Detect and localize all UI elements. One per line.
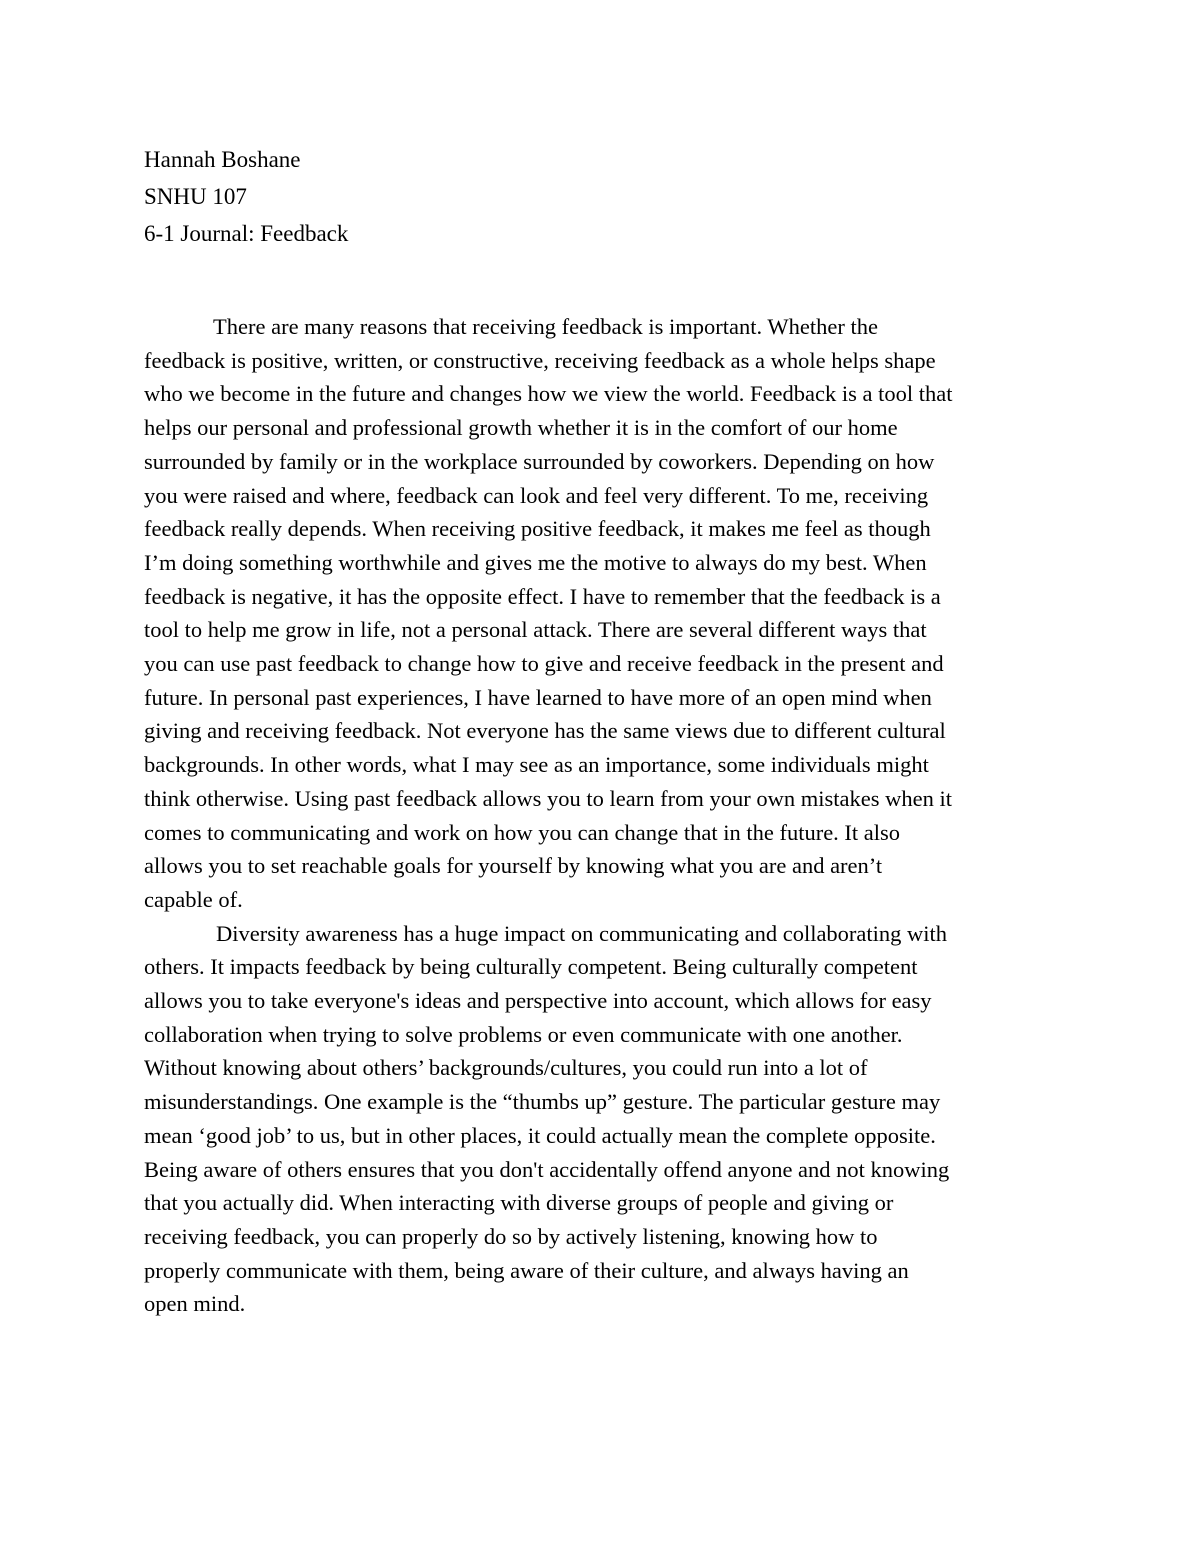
paragraph-line: allows you to set reachable goals for yourself by knowing what you are and aren’t — [144, 853, 883, 879]
document-header — [144, 141, 1064, 252]
paragraph-line: feedback is positive, written, or constructive, receiving feedback as a whole helps shape — [144, 347, 936, 373]
paragraph-line: Being aware of others ensures that you don't accidentally offend anyone and not knowing — [144, 1156, 950, 1182]
paragraph-line: feedback is negative, it has the opposite effect. I have to remember that the feedback is a — [144, 583, 941, 609]
paragraph-line: helps our personal and professional growth whether it is in the comfort of our home — [144, 415, 898, 441]
paragraph-line: tool to help me grow in life, not a personal attack. There are several different ways that — [144, 617, 927, 643]
document-body — [144, 310, 1060, 1321]
paragraph-line: future. In personal past experiences, I have learned to have more of an open mind when — [144, 684, 932, 710]
paragraph-line: you were raised and where, feedback can look and feel very different. To me, receiving — [144, 482, 929, 508]
paragraph-line: misunderstandings. One example is the “thumbs up” gesture. The particular gesture may — [144, 1089, 941, 1115]
paragraph-line: that you actually did. When interacting with diverse groups of people and giving or — [144, 1190, 894, 1216]
paragraph-line: mean ‘good job’ to us, but in other places, it could actually mean the complete opposite. — [144, 1122, 936, 1148]
paragraph-line: I’m doing something worthwhile and gives me the motive to always do my best. When — [144, 549, 927, 575]
paragraph-line: open mind. — [144, 1291, 246, 1317]
paragraph-line: surrounded by family or in the workplace surrounded by coworkers. Depending on how — [144, 448, 935, 474]
paragraph-line: you can use past feedback to change how to give and receive feedback in the present and — [144, 651, 944, 677]
course-code: SNHU 107 — [144, 184, 247, 209]
paragraph-line: There are many reasons that receiving feedback is important. Whether the — [213, 314, 878, 339]
paragraph-line: capable of. — [144, 886, 243, 912]
paragraph-line: comes to communicating and work on how you can change that in the future. It also — [144, 819, 901, 845]
paragraph-line: properly communicate with them, being aware of their culture, and always having an — [144, 1257, 909, 1283]
paragraph-line: allows you to take everyone's ideas and perspective into account, which allows for easy — [144, 988, 932, 1014]
assignment-title: 6-1 Journal: Feedback — [144, 221, 349, 246]
paragraph-line: backgrounds. In other words, what I may see as an importance, some individuals might — [144, 752, 929, 778]
paragraph-line: Without knowing about others’ backgrounds/cultures, you could run into a lot of — [144, 1055, 868, 1081]
paragraph-line: who we become in the future and changes how we view the world. Feedback is a tool that — [144, 381, 953, 407]
paragraph-1 — [144, 310, 1060, 917]
paragraph-2 — [144, 917, 1060, 1321]
paragraph-line: receiving feedback, you can properly do so by actively listening, knowing how to — [144, 1223, 878, 1249]
paragraph-line: feedback really depends. When receiving positive feedback, it makes me feel as though — [144, 516, 931, 542]
paragraph-line: think otherwise. Using past feedback allows you to learn from your own mistakes when it — [144, 785, 952, 811]
paragraph-line: giving and receiving feedback. Not everyone has the same views due to different cultural — [144, 718, 946, 744]
paragraph-line: collaboration when trying to solve problems or even communicate with one another. — [144, 1021, 903, 1047]
paragraph-line: Diversity awareness has a huge impact on communicating and collaborating with — [216, 920, 948, 946]
author-name: Hannah Boshane — [144, 147, 301, 172]
paragraph-line: others. It impacts feedback by being culturally competent. Being culturally competent — [144, 954, 918, 980]
